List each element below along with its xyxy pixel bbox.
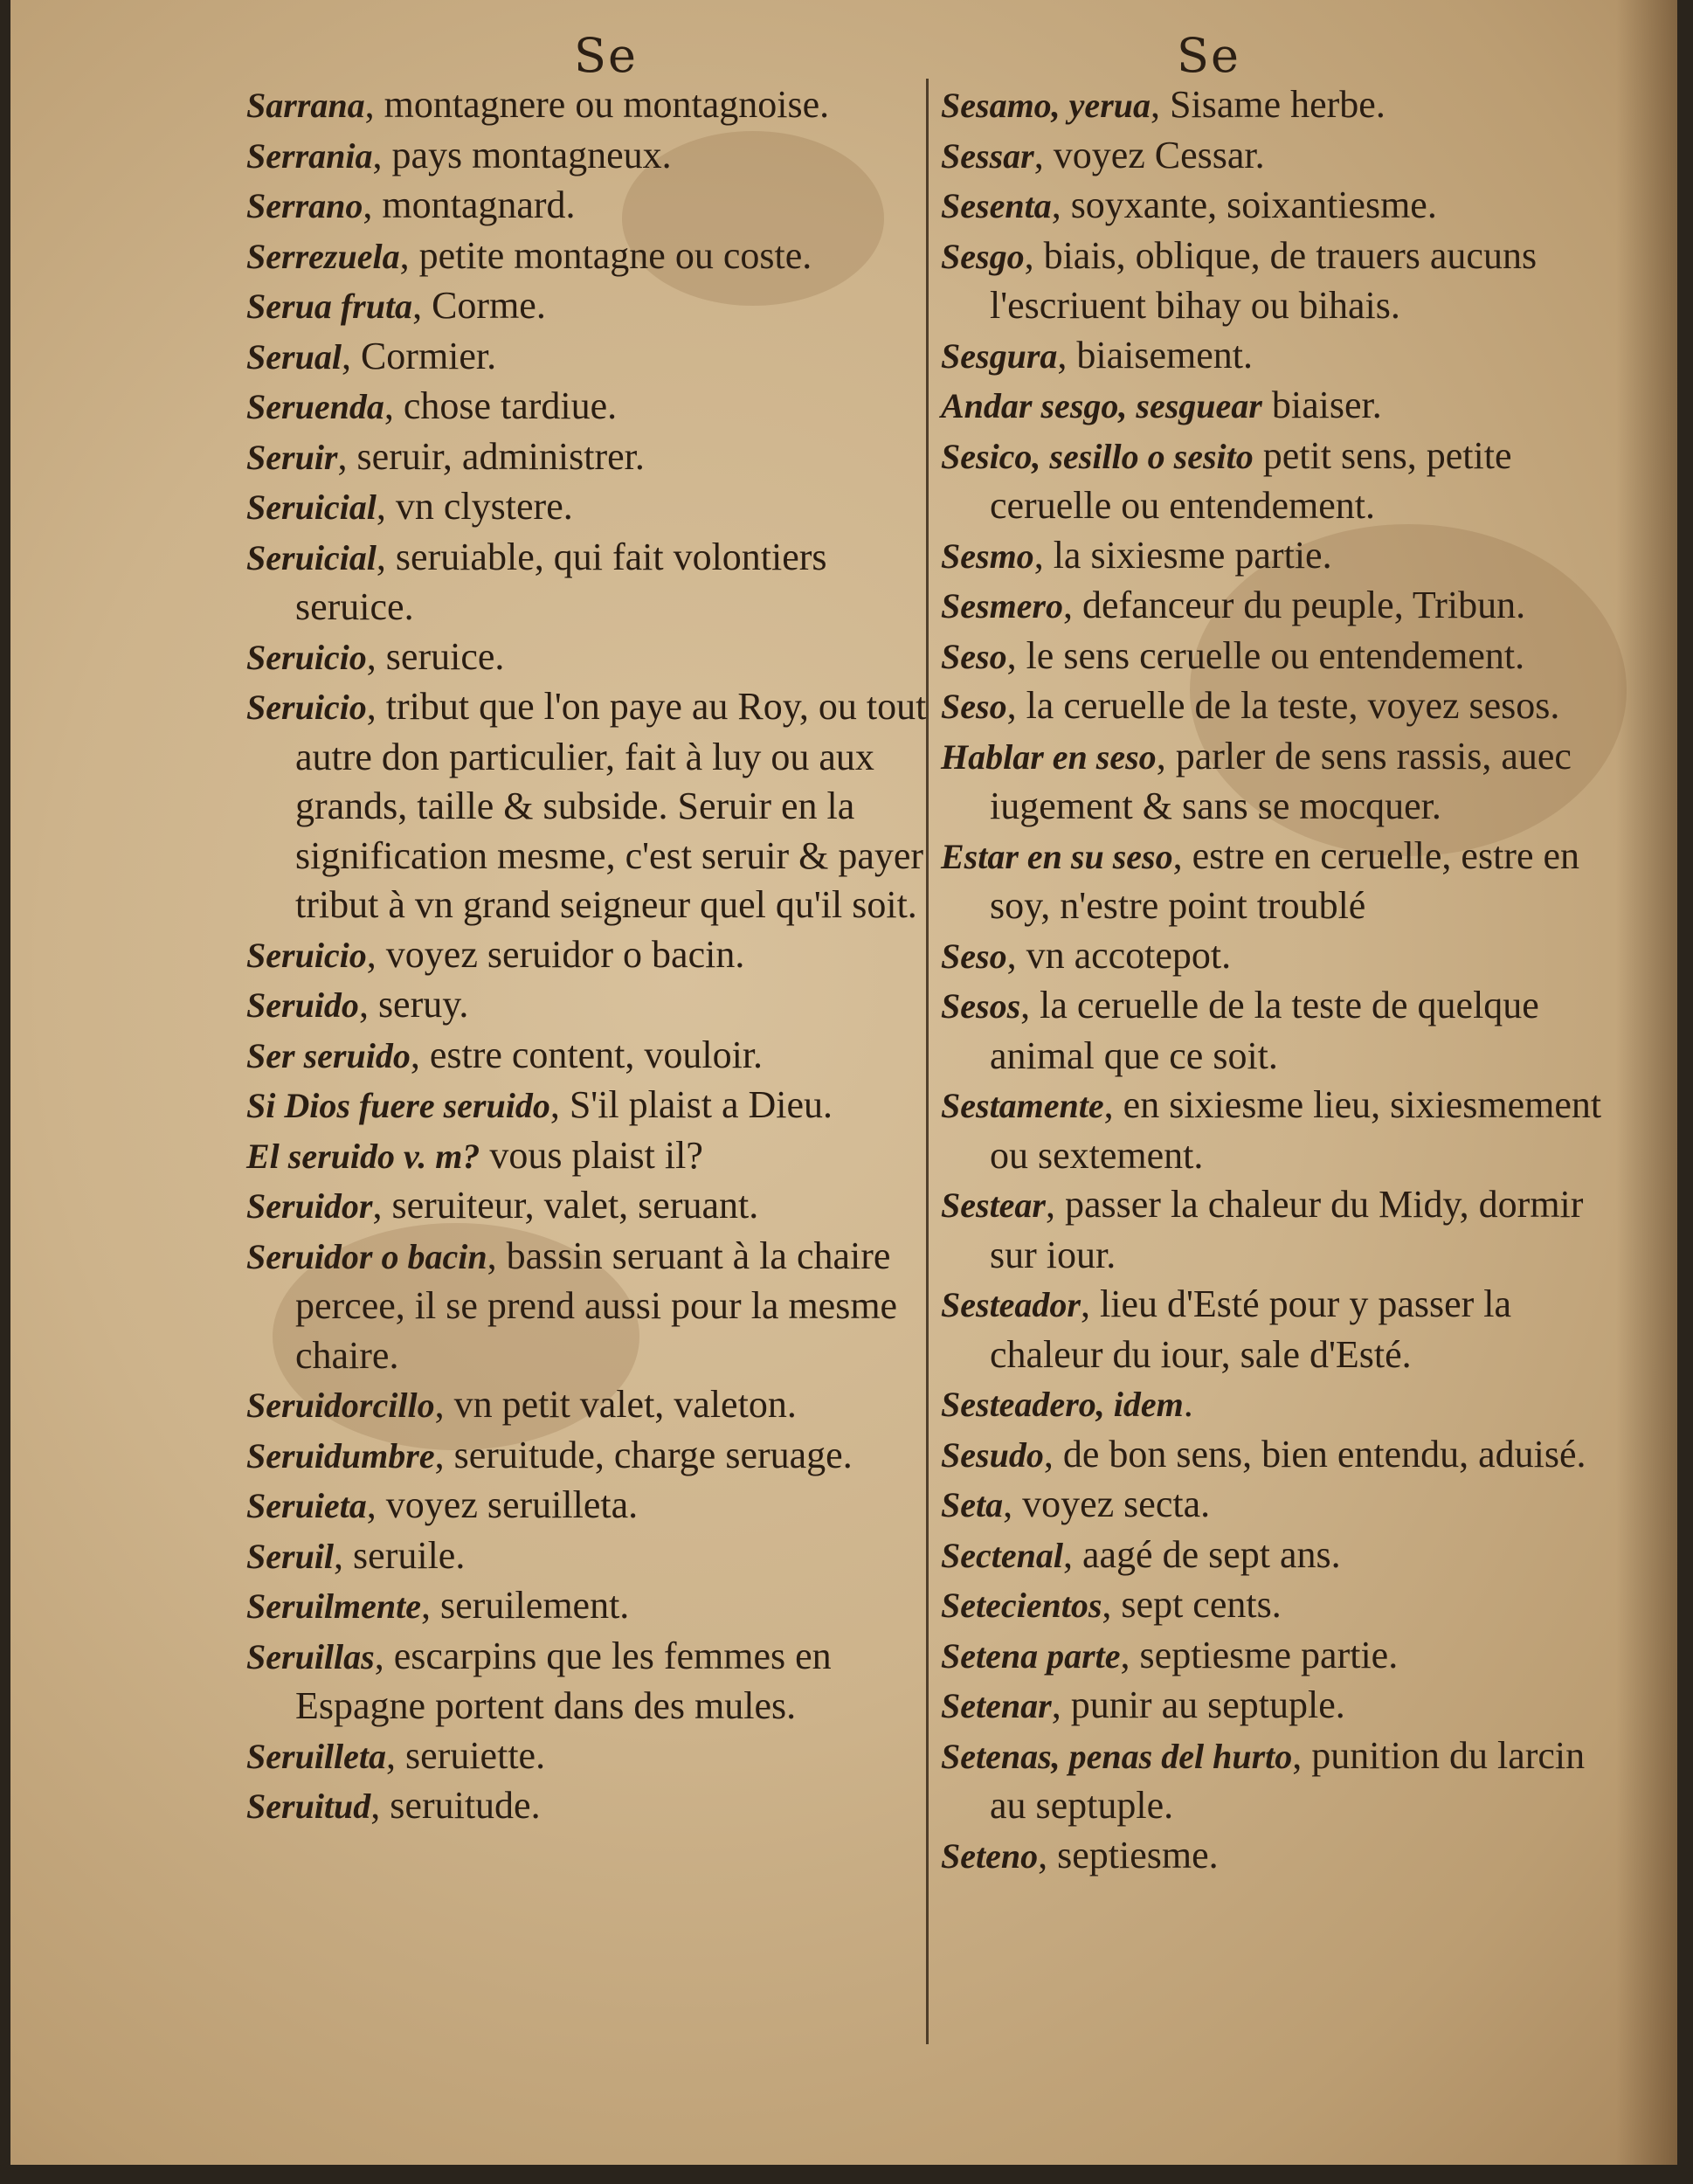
- entry-definition: , voyez secta.: [1003, 1482, 1211, 1525]
- entry-headword: Seruilleta: [246, 1736, 387, 1776]
- dictionary-entry: [246, 131, 928, 182]
- entry-definition: vous plaist il?: [480, 1133, 703, 1177]
- dictionary-entry: [246, 682, 928, 930]
- entry-definition: .: [1183, 1382, 1193, 1425]
- entry-headword: Serrano: [246, 186, 363, 225]
- dictionary-entry: [941, 1180, 1605, 1280]
- dictionary-entry: [246, 1380, 928, 1431]
- entry-headword: Seruir: [246, 437, 338, 477]
- entry-definition: , seruiable, qui fait volontiers seruice.: [295, 535, 827, 628]
- entry-definition: , montagnard.: [363, 183, 576, 226]
- entry-definition: , seruilement.: [421, 1584, 630, 1627]
- entry-definition: , escarpins que les femmes en Espagne portent dans des mules.: [295, 1634, 832, 1727]
- entry-headword: Setecientos: [941, 1586, 1102, 1625]
- entry-headword: Sesmo: [941, 536, 1034, 576]
- entry-definition: , sept cents.: [1102, 1583, 1282, 1626]
- dictionary-page: [10, 0, 1677, 2165]
- entry-definition: , Sisame herbe.: [1151, 83, 1385, 126]
- entry-headword: Seruitud: [246, 1787, 371, 1826]
- entry-definition: , punition du larcin au septuple.: [990, 1733, 1586, 1827]
- dictionary-entry: [941, 1430, 1605, 1481]
- entry-definition: , bassin seruant à la chaire percee, il se prend aussi pour la mesme chaire.: [295, 1234, 898, 1377]
- entry-definition: , la ceruelle de la teste, voyez sesos.: [1006, 684, 1560, 727]
- dictionary-entry: [246, 1181, 928, 1232]
- dictionary-entry: [941, 531, 1605, 582]
- entry-definition: , pays montagneux.: [372, 133, 672, 176]
- entry-headword: Seruicial: [246, 537, 377, 577]
- entry-headword: Seso: [941, 687, 1007, 726]
- entry-headword: Seruicio: [246, 688, 367, 727]
- dictionary-entry: [941, 232, 1605, 331]
- entry-definition: , Cormier.: [341, 334, 497, 377]
- entry-definition: , aagé de sept ans.: [1062, 1532, 1341, 1576]
- entry-definition: , soyxante, soixantiesme.: [1051, 183, 1437, 226]
- dictionary-entry: [246, 482, 928, 533]
- dictionary-entry: [246, 1632, 928, 1731]
- dictionary-entry: [941, 931, 1605, 982]
- entry-headword: Seteno: [941, 1835, 1039, 1876]
- entry-headword: Sarrana: [246, 86, 365, 125]
- entry-definition: , parler de sens rassis, auec iugement & sans se mocquer.: [990, 734, 1572, 827]
- dictionary-entry: [941, 1831, 1605, 1882]
- entry-definition: , vn clystere.: [376, 485, 573, 528]
- entry-headword: Sesico, sesillo o sesito: [941, 436, 1254, 476]
- entry-headword: Andar sesgo, sesguear: [941, 386, 1262, 425]
- dictionary-entry: [246, 332, 928, 383]
- dictionary-entry: [941, 1631, 1605, 1682]
- entry-headword: Serua fruta: [246, 287, 413, 326]
- dictionary-entry: [246, 1781, 928, 1832]
- dictionary-entry: [246, 80, 928, 131]
- entry-headword: Serual: [246, 336, 342, 377]
- entry-definition: , en sixiesme lieu, sixiesmement ou sextement.: [990, 1083, 1602, 1177]
- dictionary-entry: [941, 1480, 1605, 1531]
- dictionary-entry: [941, 432, 1605, 531]
- entry-headword: Seruillas: [246, 1636, 375, 1676]
- dictionary-entry: [246, 232, 928, 282]
- entry-definition: , voyez seruidor o bacin.: [366, 932, 745, 976]
- entry-headword: Seruidorcillo: [246, 1386, 435, 1425]
- entry-headword: El seruido v. m?: [246, 1136, 480, 1176]
- entry-definition: , seruy.: [358, 983, 469, 1026]
- dictionary-entry: [941, 1081, 1605, 1180]
- entry-definition: , tribut que l'on paye au Roy, ou tout autre don particulier, fait à luy ou aux grands, taille & subside. Seruir en la signification mesme, c'est seruir & payer tribut à vn grand seigneur quel qu'il soit.: [295, 685, 927, 926]
- dictionary-entry: [941, 1379, 1605, 1430]
- dictionary-entry: [941, 1731, 1605, 1831]
- entry-definition: , la ceruelle de la teste de quelque animal que ce soit.: [990, 984, 1539, 1077]
- entry-definition: biaiser.: [1261, 384, 1382, 426]
- dictionary-entry: [941, 381, 1605, 432]
- entry-headword: Sesmero: [941, 586, 1063, 625]
- entry-definition: , vn accotepot.: [1006, 933, 1232, 977]
- entry-definition: , vn petit valet, valeton.: [434, 1383, 797, 1426]
- dictionary-entry: [246, 1431, 928, 1482]
- left-column: [246, 80, 928, 1832]
- entry-headword: Seta: [941, 1485, 1004, 1524]
- entry-headword: Seruicial: [246, 487, 377, 527]
- entry-headword: Sectenal: [941, 1535, 1063, 1575]
- entry-headword: Seruenda: [246, 387, 384, 426]
- entry-headword: Setenar: [941, 1686, 1052, 1725]
- entry-headword: Seruidor: [246, 1186, 373, 1226]
- entry-headword: Setena parte: [941, 1635, 1121, 1676]
- entry-headword: Sesgura: [941, 335, 1058, 376]
- dictionary-entry: [246, 1031, 928, 1082]
- right-column: [941, 80, 1605, 1881]
- entry-headword: Si Dios fuere seruido: [246, 1086, 550, 1125]
- dictionary-entry: [941, 981, 1605, 1081]
- entry-definition: , biaisement.: [1057, 333, 1253, 377]
- dictionary-entry: [941, 832, 1605, 931]
- dictionary-entry: [941, 80, 1605, 131]
- entry-headword: Seruil: [246, 1536, 335, 1576]
- dictionary-entry: [246, 1531, 928, 1582]
- dictionary-entry: [246, 1731, 928, 1782]
- entry-headword: Sesteadero, idem: [941, 1385, 1184, 1424]
- entry-headword: Seso: [941, 636, 1007, 676]
- entry-headword: Estar en su seso: [941, 836, 1173, 876]
- entry-headword: Sesudo: [941, 1434, 1044, 1475]
- dictionary-entry: [246, 181, 928, 232]
- entry-definition: , seruiteur, valet, seruant.: [372, 1184, 759, 1227]
- entry-headword: Setenas, penas del hurto: [941, 1736, 1293, 1776]
- entry-definition: , biais, oblique, de trauers aucuns l'escriuent bihay ou bihais.: [990, 233, 1538, 327]
- entry-definition: , seruitude.: [370, 1784, 541, 1827]
- entry-definition: , voyez Cessar.: [1033, 133, 1265, 176]
- entry-headword: Serrezuela: [246, 236, 400, 276]
- page-header-right: Se: [1177, 28, 1240, 83]
- entry-definition: , estre en ceruelle, estre en soy, n'estre point troublé: [990, 833, 1580, 927]
- dictionary-entry: [246, 1232, 928, 1381]
- dictionary-entry: [246, 1131, 928, 1182]
- entry-definition: , seruice.: [366, 634, 505, 678]
- dictionary-entry: [941, 131, 1605, 182]
- entry-definition: , seruitude, charge seruage.: [434, 1433, 853, 1476]
- entry-headword: Serrania: [246, 135, 373, 176]
- dictionary-entry: [941, 1681, 1605, 1731]
- entry-definition: , defanceur du peuple, Tribun.: [1063, 584, 1526, 626]
- dictionary-entry: [246, 1081, 928, 1131]
- entry-headword: Seruilmente: [246, 1586, 422, 1626]
- entry-definition: , punir au septuple.: [1051, 1683, 1345, 1726]
- dictionary-entry: [246, 632, 928, 683]
- entry-headword: Seruidumbre: [246, 1435, 435, 1476]
- entry-definition: , Corme.: [412, 284, 546, 327]
- entry-definition: , septiesme.: [1038, 1833, 1219, 1876]
- entry-headword: Seruidor o bacin: [246, 1236, 487, 1276]
- entry-definition: , seruiette.: [386, 1733, 546, 1777]
- entry-headword: Sestamente: [941, 1086, 1104, 1125]
- entry-headword: Sesgo: [941, 236, 1025, 276]
- entry-headword: Seso: [941, 936, 1007, 976]
- dictionary-entry: [246, 382, 928, 432]
- dictionary-entry: [941, 581, 1605, 632]
- dictionary-entry: [941, 632, 1605, 682]
- entry-headword: Sesenta: [941, 186, 1052, 225]
- entry-definition: , passer la chaleur du Midy, dormir sur iour.: [990, 1183, 1584, 1276]
- entry-definition: , estre content, vouloir.: [410, 1033, 764, 1076]
- dictionary-entry: [941, 1531, 1605, 1581]
- dictionary-entry: [246, 980, 928, 1031]
- dictionary-entry: [941, 681, 1605, 732]
- page-header-left: Se: [574, 28, 638, 83]
- dictionary-entry: [246, 1481, 928, 1531]
- entry-headword: Sesos: [941, 986, 1021, 1026]
- entry-headword: Hablar en seso: [941, 736, 1157, 777]
- dictionary-entry: [941, 331, 1605, 382]
- entry-definition: , de bon sens, bien entendu, aduisé.: [1043, 1432, 1586, 1476]
- entry-headword: Sesteador: [941, 1285, 1081, 1324]
- entry-headword: Sestear: [941, 1185, 1046, 1225]
- dictionary-entry: [941, 1280, 1605, 1379]
- dictionary-entry: [246, 1581, 928, 1632]
- dictionary-entry: [246, 432, 928, 483]
- entry-definition: , lieu d'Esté pour y passer la chaleur du iour, sale d'Esté.: [990, 1282, 1512, 1376]
- entry-headword: Seruicio: [246, 637, 367, 677]
- entry-definition: , chose tardiue.: [384, 384, 618, 427]
- dictionary-entry: [246, 930, 928, 981]
- entry-definition: , S'il plaist a Dieu.: [549, 1083, 833, 1126]
- entry-definition: , seruir, administrer.: [337, 434, 645, 478]
- dictionary-entry: [246, 533, 928, 632]
- entry-headword: Seruido: [246, 985, 359, 1025]
- dictionary-entry: [941, 732, 1605, 832]
- entry-definition: , le sens ceruelle ou entendement.: [1006, 633, 1525, 677]
- entry-definition: , voyez seruilleta.: [366, 1483, 639, 1526]
- entry-headword: Seruicio: [246, 935, 367, 975]
- entry-definition: , petite montagne ou coste.: [399, 233, 812, 277]
- entry-definition: , la sixiesme partie.: [1033, 533, 1332, 577]
- entry-headword: Seruieta: [246, 1486, 367, 1525]
- entry-headword: Sesamo, yerua: [941, 86, 1151, 125]
- entry-definition: petit sens, petite ceruelle ou entendement.: [990, 433, 1512, 527]
- entry-definition: , montagnere ou montagnoise.: [364, 83, 830, 126]
- dictionary-entry: [941, 1580, 1605, 1631]
- entry-headword: Ser seruido: [246, 1035, 411, 1075]
- dictionary-entry: [246, 281, 928, 332]
- entry-definition: , seruile.: [334, 1533, 466, 1577]
- entry-headword: Sessar: [941, 135, 1034, 176]
- entry-definition: , septiesme partie.: [1120, 1633, 1399, 1676]
- dictionary-entry: [941, 181, 1605, 232]
